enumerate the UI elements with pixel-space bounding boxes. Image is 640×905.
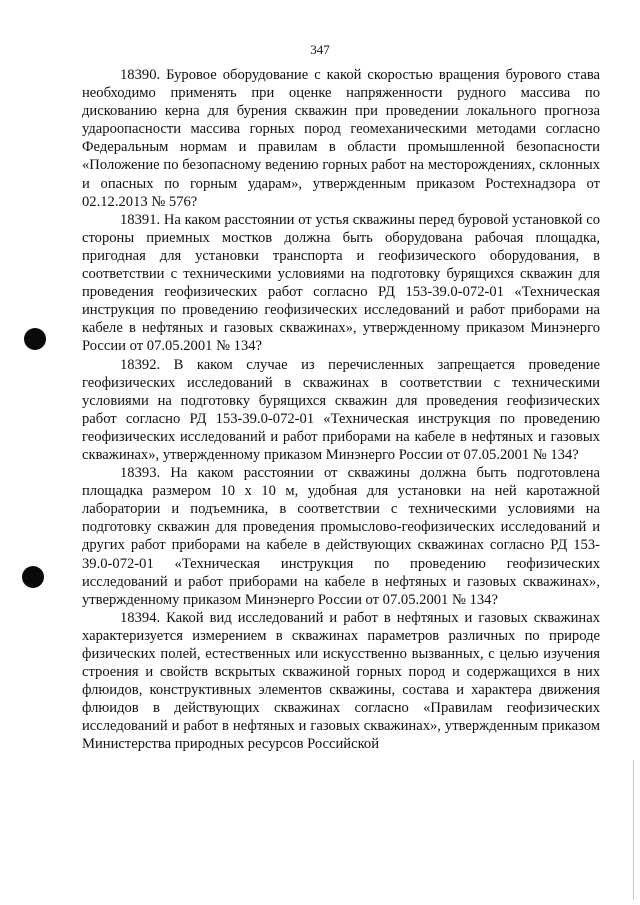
document-body bbox=[82, 66, 600, 754]
page-edge-line bbox=[633, 760, 634, 900]
binder-hole-top bbox=[24, 328, 46, 350]
page-number: 347 bbox=[310, 42, 330, 57]
binder-hole-bottom bbox=[22, 566, 44, 588]
question-18393: 18393. На каком расстоянии от скважины должна быть подготовлена площадка размером 10 х 10 м, удобная для установки на ней каротажной лаборатории и подъемника, в соответствии с техническими условиями на подготовку скважин для проведения промыслово-геофизических исследований и других работ приборами на кабеле в действующих скважинах согласно РД 153-39.0-072-01 «Техническая инструкция по проведению геофизических исследований и работ приборами на кабеле в нефтяных и газовых скважинах», утвержденному приказом Минэнерго России от 07.05.2001 № 134? bbox=[82, 465, 600, 608]
question-18394: 18394. Какой вид исследований и работ в нефтяных и газовых скважинах характеризуется измерением в скважинах параметров различных по природе физических полей, естественных или искусственно вызванных, с целью изучения строения и свойств вскрытых скважиной горных пород и содержащихся в них флюидов, конструктивных элементов скважины, состава и характера движения флюидов в действующих скважинах согласно «Правилам геофизических исследований и работ в нефтяных и газовых скважинах», утвержденным приказом Министерства природных ресурсов Российской bbox=[82, 609, 600, 753]
question-18391: 18391. На каком расстоянии от устья скважины перед буровой установкой со стороны приемных мостков должна быть оборудована рабочая площадка, пригодная для установки транспорта и геофизического оборудования, в соответствии с техническими условиями на подготовку бурящихся скважин для проведения геофизических работ согласно РД 153-39.0-072-01 «Техническая инструкция по проведению геофизических исследований и работ приборами на кабеле в нефтяных и газовых скважинах», утвержденному приказом Минэнерго России от 07.05.2001 № 134? bbox=[82, 211, 600, 355]
question-18390: 18390. Буровое оборудование с какой скоростью вращения бурового става необходимо применять при оценке напряженности рудного массива по дискованию керна для бурения скважин при проведении локального прогноза удароопасности массива горных пород геомеханическими методами согласно Федеральным нормам и правилам в области промышленной безопасности «Положение по безопасному ведению горных работ на месторождениях, склонных и опасных по горным ударам», утвержденным приказом Ростехнадзора от 02.12.2013 № 576? bbox=[82, 67, 600, 210]
question-18392: 18392. В каком случае из перечисленных запрещается проведение геофизических исследований в скважинах в соответствии с техническими условиями на подготовку бурящихся скважин для проведения геофизических работ согласно РД 153-39.0-072-01 «Техническая инструкция по проведению геофизических исследований и работ приборами на кабеле в нефтяных и газовых скважинах», утвержденному приказом Минэнерго России от 07.05.2001 № 134? bbox=[82, 356, 600, 463]
